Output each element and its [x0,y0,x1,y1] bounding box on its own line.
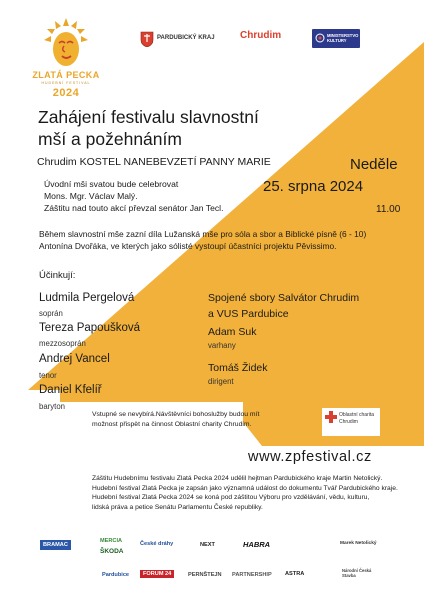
soloist-name: Daniel Kfelíř [39,384,102,396]
accompanist-role: dirigent [208,377,234,386]
sponsor-logo [200,542,215,548]
chrudim-logo: Chrudim [240,30,282,41]
entry-line: Vstupné se nevybírá.Návštěvníci bohoslužby budou mít [92,411,260,418]
sponsor-name: NEXT [200,542,215,548]
sponsor-name: MERCIA [100,538,123,544]
event-date: 25. srpna 2024 [263,178,364,195]
title-line-1: Zahájení festivalu slavnostní [38,107,259,127]
website-link[interactable]: www.zpfestival.cz [248,449,372,465]
title-line-2: mší a požehnáním [38,129,182,149]
sponsor-name: BRAMAC [43,542,68,548]
intro-line: Mons. Mgr. Václav Malý. [44,191,138,201]
sponsor-name: ŠKODA [100,548,124,555]
soloist-name: Andrej Vancel [39,353,110,365]
charity-cross-icon [325,411,337,423]
choir-line: Spojené sbory Salvátor Chrudim [208,292,360,304]
entry-line: možnost přispět na činnost Oblastní charity Chrudim. [92,420,252,428]
sponsor-name: Pardubice [102,572,130,578]
sponsor-logo [188,572,222,578]
sponsor-name: České dráhy [140,541,174,547]
region-crest-icon [140,31,154,47]
charity-logo [322,408,380,436]
footer-line: lidská práva a petice Senátu Parlamentu České republiky. [92,503,263,511]
sponsor-logo [243,540,270,549]
festival-logo-name: ZLATÁ PECKA [32,70,100,80]
event-time: 11.00 [376,204,401,215]
sponsor-name: FORUM 24 [143,571,172,577]
festival-logo [26,18,106,100]
choir-text [208,290,359,322]
soloist-role: mezzosoprán [39,339,86,348]
program-line: Antonína Dvořáka, ve kterých jako sólisté vystoupí účastníci projektu Pěvissimo. [39,241,337,251]
sponsor-name: Marek Netolický [340,541,377,546]
accompanist-role: varhany [208,341,236,350]
footer-line: Záštitu Hudebnímu festivalu Zlatá Pecka 2024 udělil hejtman Pardubického kraje Martin Netolický. [92,475,383,482]
sponsor-name: PARTNERSHIP [232,572,272,578]
soloist-role: baryton [39,402,66,411]
choir-line: a VUS Pardubice [208,308,289,320]
program-text [39,228,366,252]
intro-line: Úvodní mši svatou bude celebrovat [44,179,179,189]
soloist-role: soprán [39,309,63,318]
footer-text [92,474,398,512]
event-day: Neděle [350,156,398,173]
sponsor-logo [140,541,173,547]
sponsor-logo [100,538,122,544]
soloist-role: tenor [39,371,57,380]
festival-logo-tagline: HUDEBNÍ FESTIVAL [41,81,91,85]
soloist-name: Ludmila Pergelová [39,292,135,304]
sponsor-logo [285,571,304,577]
accompanist-name: Adam Suk [208,326,257,338]
accompanist-name: Tomáš Židek [208,362,268,374]
sponsor-name: Národní Česká Stavba [342,568,372,578]
performers-label: Účinkují: [39,270,76,281]
sponsor-logo [342,568,376,578]
sponsor-logo [340,541,377,546]
entry-info [92,410,259,429]
intro-text [44,178,223,214]
region-logo-text: PARDUBICKÝ KRAJ [157,35,215,41]
footer-line: Hudební festival Zlatá Pecka 2024 se koná pod záštitou Výboru pro vzdělávání, vědu, kulturu, [92,494,370,501]
sponsor-logo [140,570,174,578]
ministry-emblem-icon [315,33,325,43]
sponsor-logo [102,572,129,578]
ministry-logo [312,29,360,48]
charity-logo-text: Oblastní charita Chrudim [339,412,375,425]
venue: Chrudim KOSTEL NANEBEVZETÍ PANNY MARIE [37,156,271,168]
sponsor-logo [232,572,272,578]
intro-line: Záštitu nad touto akcí převzal senátor Jan Tecl. [44,203,224,213]
soloist-name: Tereza Papoušková [39,322,141,334]
festival-logo-year: 2024 [52,87,80,99]
sponsor-logo [40,540,71,550]
sponsor-logo [100,548,123,555]
sponsor-name: ASTRA [285,571,305,577]
sponsor-name: PERNŠTEJN [188,572,222,578]
golden-face-icon [44,18,88,72]
program-line: Během slavnostní mše zazní díla Lužanská mše pro sóla a sbor a Biblické písně (6 - 10) [39,229,367,239]
pardubice-region-logo [140,31,230,47]
ministry-logo-text: MINISTERSTVO KULTURY [327,33,359,43]
sponsor-name: HABRA [243,540,271,549]
footer-line: Hudební festival Zlatá Pecka je zapsán jako významná událost do dokumentu Tvář Pardubického kraje. [92,484,398,492]
